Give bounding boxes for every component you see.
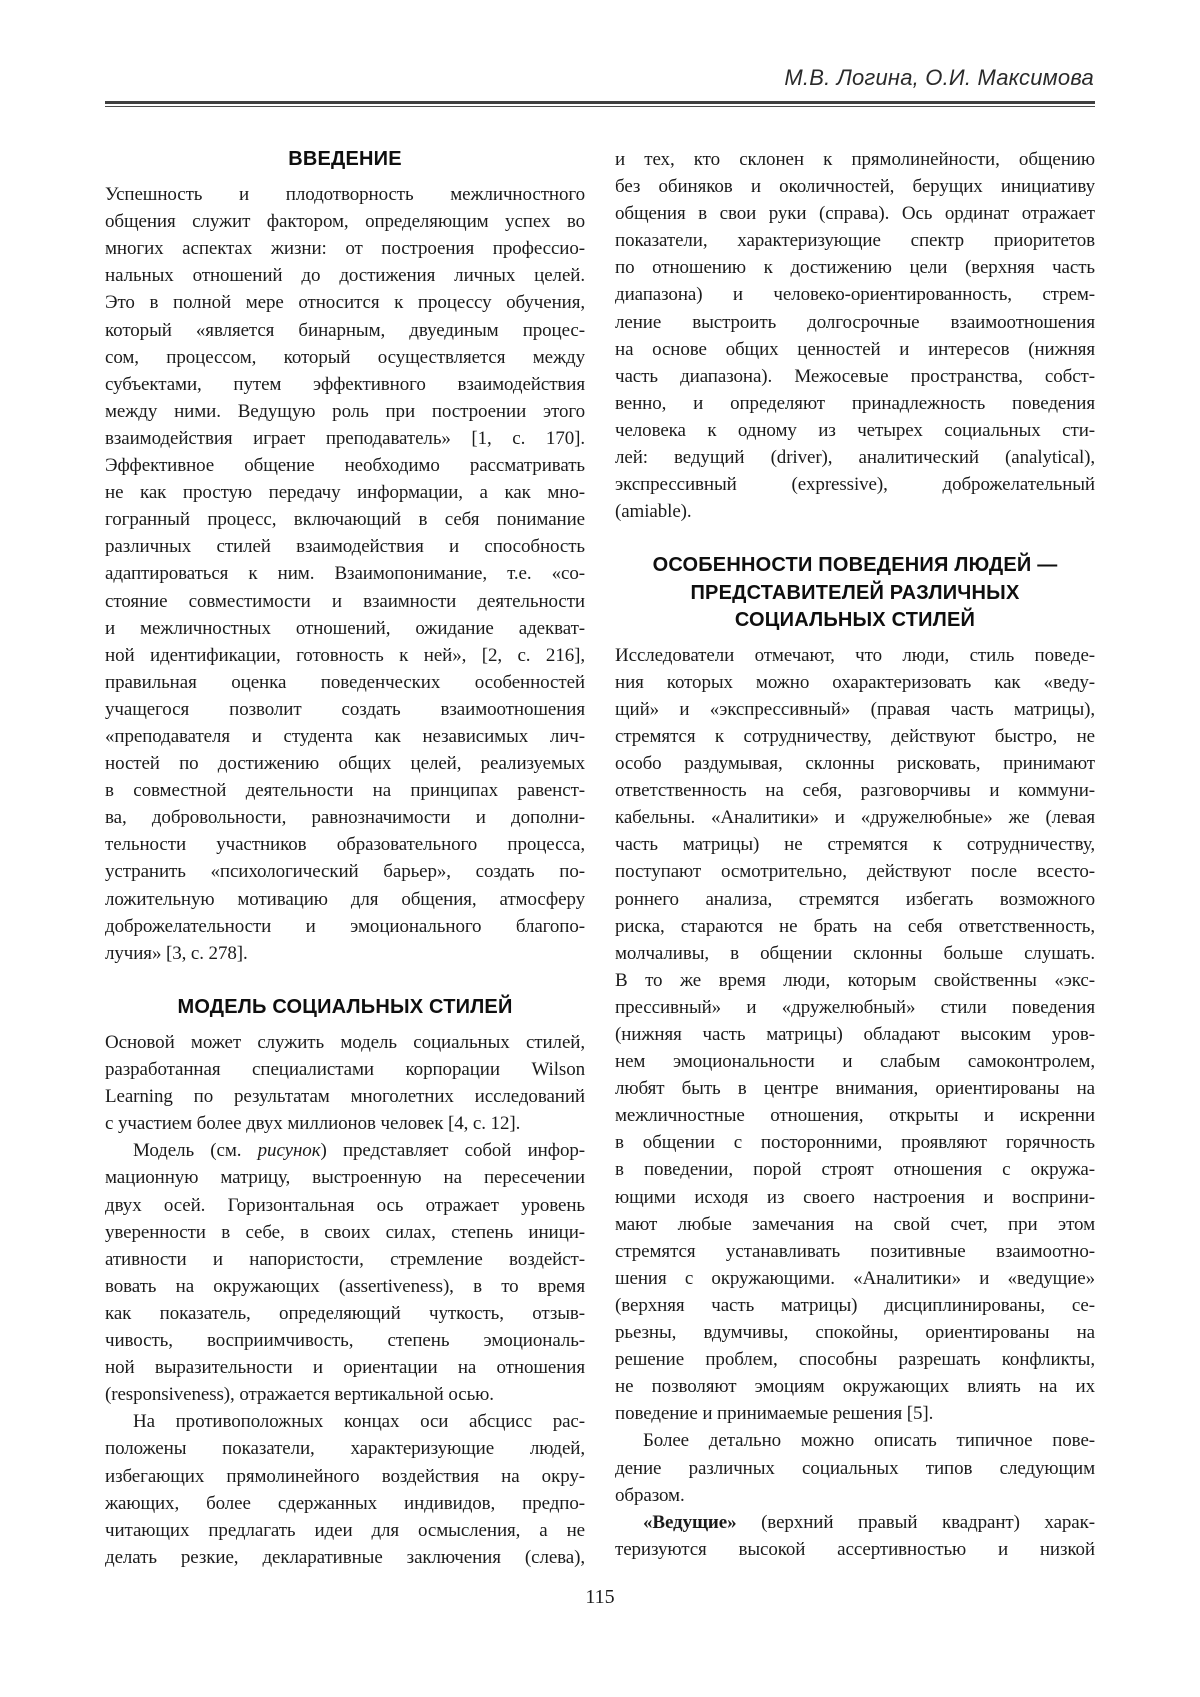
text-line: многих аспектах жизни: от построения профессио-: [105, 238, 585, 260]
text-line: венно, и определяют принадлежность поведения: [615, 392, 1095, 414]
text-line: правильная оценка поведенческих особенностей: [105, 671, 585, 693]
text-line: ния которых можно охарактеризовать как «веду-: [615, 671, 1095, 693]
text-line: Эффективное общение необходимо рассматривать: [105, 455, 585, 477]
text-line: Исследователи отмечают, что люди, стиль поведе-: [615, 644, 1095, 666]
text-line: и тех, кто склонен к прямолинейности, общению: [615, 149, 1095, 170]
text-line: стояние совместимости и взаимности деятельности: [105, 590, 585, 612]
text-line: часть диапазона). Межосевые пространства, собст-: [615, 365, 1095, 387]
text-line: любят быть в центре внимания, ориентированы на: [615, 1078, 1095, 1100]
section-heading: [105, 994, 585, 1021]
text-line: Learning по результатам многолетних исследований: [105, 1086, 585, 1108]
text-line: решение проблем, способны разрешать конфликты,: [615, 1349, 1095, 1371]
text-segment: рисунок: [257, 1140, 321, 1162]
text-line: ление выстроить долгосрочные взаимоотношения: [615, 311, 1095, 333]
text-line: мационную матрицу, выстроенную на пересечении: [105, 1167, 585, 1189]
text-segment: Модель (см.: [133, 1140, 258, 1162]
paragraph: [615, 642, 1095, 1428]
text-line: между ними. Ведущую роль при построении этого: [105, 400, 585, 422]
text-line: экспрессивный (expressive), доброжелательный: [615, 474, 1095, 496]
text-line: устранить «психологический барьер», создать по-: [105, 861, 585, 883]
text-line: поведение и принимаемые решения [5].: [615, 1403, 934, 1425]
heading-line: ПРЕДСТАВИТЕЛЕЙ РАЗЛИЧНЫХ: [690, 581, 1020, 604]
text-line: на основе общих ценностей и интересов (нижняя: [615, 338, 1095, 360]
text-line: не позволяют эмоциям окружающих влиять на их: [615, 1376, 1095, 1398]
text-line: уверенности в себе, в своих силах, степень иници-: [105, 1221, 585, 1243]
text-line: [105, 1137, 585, 1164]
text-line: ложительную мотивацию для общения, атмосферу: [105, 888, 585, 910]
text-segment: «Ведущие»: [643, 1511, 737, 1533]
text-line: часть матрицы) не стремятся к сотрудничеству,: [615, 834, 1095, 856]
text-line: без обиняков и околичностей, берущих инициативу: [615, 176, 1095, 198]
text-line: Основой может служить модель социальных стилей,: [105, 1032, 585, 1053]
text-line: (responsiveness), отражается вертикальной осью.: [105, 1384, 494, 1406]
paragraph: [615, 1509, 1095, 1563]
text-line: взаимодействия играет преподаватель» [1, с. 170].: [105, 427, 585, 449]
text-line: показатели, характеризующие спектр приоритетов: [615, 230, 1095, 252]
text-line: «преподавателя и студента как независимых лич-: [105, 725, 585, 747]
text-line: разработанная специалистами корпорации Wilson: [105, 1059, 585, 1081]
text-line: лучия» [3, с. 278].: [105, 942, 248, 964]
text-line: по отношению к достижению цели (верхняя часть: [615, 257, 1095, 279]
paragraph: [615, 1427, 1095, 1508]
paragraph: [615, 146, 1095, 525]
text-line: учащегося позволит создать взаимоотношения: [105, 698, 585, 720]
text-line: ативности и напористости, стремление воздейст-: [105, 1248, 585, 1270]
paragraph: [105, 1137, 585, 1408]
text-line: Успешность и плодотворность межличностного: [105, 184, 585, 206]
text-line: нальных отношений до достижения личных целей.: [105, 265, 585, 287]
text-line: кабельны. «Аналитики» и «дружелюбные» же (левая: [615, 807, 1095, 829]
text-segment: (верхний правый квадрант) харак-: [736, 1511, 1095, 1533]
text-line: межличностные отношения, открыты и искренни: [615, 1105, 1095, 1127]
text-line: [615, 1509, 1095, 1536]
text-line: ющими исходя из своего настроения и восприни-: [615, 1186, 1095, 1208]
text-line: который «является бинарным, двуединым процес-: [105, 319, 585, 341]
heading-line: ОСОБЕННОСТИ ПОВЕДЕНИЯ ЛЮДЕЙ —: [652, 554, 1058, 577]
text-line: сом, процессом, который осуществляется между: [105, 346, 585, 368]
text-line: поступают осмотрительно, действуют после всесто-: [615, 861, 1095, 883]
text-line: особо раздумывая, склонны рисковать, принимают: [615, 753, 1095, 775]
text-line: в поведении, порой строят отношения с окружа-: [615, 1159, 1095, 1181]
text-line: В то же время люди, которым свойственны «экс-: [615, 969, 1095, 991]
text-line: роннего анализа, стремятся избегать возможного: [615, 888, 1095, 910]
text-line: дение различных социальных типов следующим: [615, 1457, 1095, 1479]
text-line: положены показатели, характеризующие людей,: [105, 1438, 585, 1460]
text-line: образом.: [615, 1484, 685, 1506]
text-line: (amiable).: [615, 501, 692, 523]
text-line: с участием более двух миллионов человек [4, с. 12].: [105, 1113, 521, 1135]
text-line: субъектами, путем эффективного взаимодействия: [105, 373, 585, 395]
text-line: в общении с посторонними, проявляют горячность: [615, 1132, 1095, 1154]
text-line: чивость, восприимчивость, степень эмоциональ-: [105, 1330, 585, 1352]
text-line: и межличностных отношений, ожидание адекват-: [105, 617, 585, 639]
text-line: нем эмоциональности и слабым самоконтролем,: [615, 1051, 1095, 1073]
text-line: вовать на окружающих (assertiveness), в то время: [105, 1275, 585, 1297]
text-segment: ) представляет собой инфор-: [320, 1140, 585, 1162]
text-line: делать резкие, декларативные заключения (слева),: [105, 1546, 585, 1568]
text-columns: [105, 146, 1095, 1571]
paragraph: [105, 181, 585, 967]
header-rule: [105, 101, 1095, 107]
text-line: стремятся устанавливать позитивные взаимоотно-: [615, 1240, 1095, 1262]
text-line: гогранный процесс, включающий в себя понимание: [105, 509, 585, 531]
page-number: 115: [585, 1586, 615, 1608]
text-line: стремятся к сотрудничеству, действуют быстро, не: [615, 725, 1095, 747]
text-line: человека к одному из четырех социальных сти-: [615, 419, 1095, 441]
heading-line: МОДЕЛЬ СОЦИАЛЬНЫХ СТИЛЕЙ: [177, 995, 513, 1018]
text-line: как показатель, определяющий чуткость, отзыв-: [105, 1302, 585, 1324]
heading-line: ВВЕДЕНИЕ: [288, 148, 402, 170]
text-line: (верхняя часть матрицы) дисциплинированы, се-: [615, 1294, 1095, 1316]
text-line: в совместной деятельности на принципах равенст-: [105, 780, 585, 802]
text-line: теризуются высокой ассертивностью и низкой: [615, 1538, 1095, 1560]
text-line: молчаливы, в общении склонны больше слушать.: [615, 942, 1095, 964]
text-line: различных стилей взаимодействия и способность: [105, 536, 585, 558]
text-line: не как простую передачу информации, а как мно-: [105, 482, 585, 504]
text-line: ной выразительности и ориентации на отношения: [105, 1357, 585, 1379]
section-heading: [615, 552, 1095, 633]
text-line: жающих, более сдержанных индивидов, предпо-: [105, 1492, 585, 1514]
text-line: риска, стараются не брать на себя ответственность,: [615, 915, 1095, 937]
text-line: мают любые замечания на свой счет, при этом: [615, 1213, 1095, 1235]
heading-line: СОЦИАЛЬНЫХ СТИЛЕЙ: [734, 608, 976, 631]
left-column: [105, 146, 585, 1571]
right-column: [615, 146, 1095, 1571]
text-line: ной идентификации, готовность к ней», [2, с. 216],: [105, 644, 585, 666]
text-line: Более детально можно описать типичное пове-: [643, 1430, 1095, 1452]
text-line: шения с окружающими. «Аналитики» и «ведущие»: [615, 1267, 1095, 1289]
text-line: читающих предлагать идеи для осмысления, а не: [105, 1519, 585, 1541]
text-line: ва, добровольности, равнозначимости и дополни-: [105, 807, 585, 829]
text-line: На противоположных концах оси абсцисс рас-: [133, 1411, 585, 1433]
text-line: рьезны, вдумчивы, спокойны, ориентированы на: [615, 1322, 1095, 1344]
paragraph: [105, 1408, 585, 1571]
text-line: лей: ведущий (driver), аналитический (analytical),: [615, 447, 1095, 469]
header-authors: М.В. Логина, О.И. Максимова: [784, 65, 1094, 90]
text-line: тельности участников образовательного процесса,: [105, 834, 585, 856]
section-heading: [105, 146, 585, 173]
text-line: диапазона) и человеко-ориентированность, стрем-: [615, 284, 1095, 306]
text-line: общения служит фактором, определяющим успех во: [105, 211, 585, 233]
text-line: двух осей. Горизонтальная ось отражает уровень: [105, 1194, 585, 1216]
text-line: общения в свои руки (справа). Ось ординат отражает: [615, 203, 1095, 225]
text-line: адаптироваться к ним. Взаимопонимание, т.е. «со-: [105, 563, 585, 585]
text-line: Это в полной мере относится к процессу обучения,: [105, 292, 585, 314]
paragraph: [105, 1029, 585, 1137]
text-line: (нижняя часть матрицы) обладают высоким уров-: [615, 1024, 1095, 1045]
text-line: щий» и «экспрессивный» (правая часть матрицы),: [615, 698, 1095, 720]
text-line: доброжелательности и эмоционального благопо-: [105, 915, 585, 937]
text-line: избегающих прямолинейного воздействия на окру-: [105, 1465, 585, 1487]
text-line: ностей по достижению общих целей, реализуемых: [105, 753, 585, 775]
text-line: прессивный» и «дружелюбный» стили поведения: [615, 996, 1095, 1018]
text-line: ответственность на себя, разговорчивы и коммуни-: [615, 780, 1095, 802]
